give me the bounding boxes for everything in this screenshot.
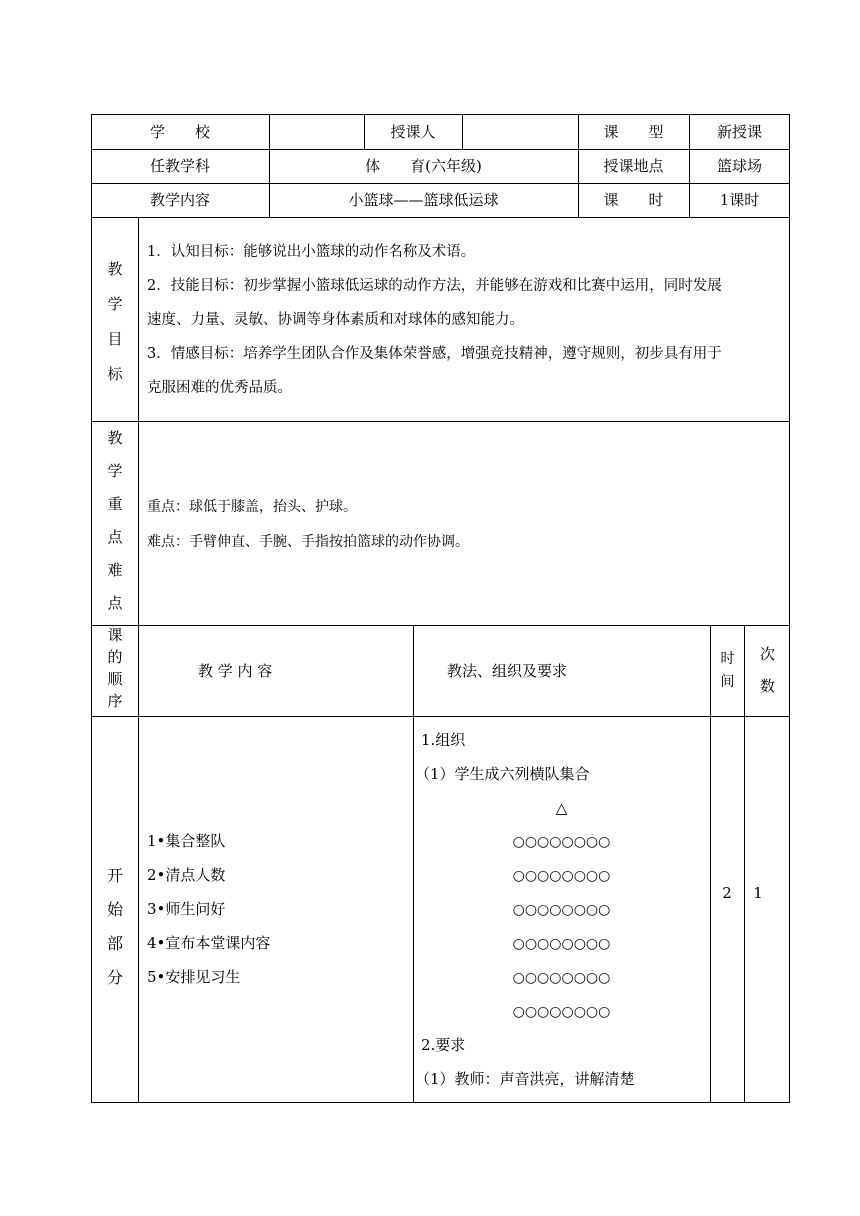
place-value: 篮球场 (716, 157, 762, 175)
row-divider (91, 183, 790, 184)
methods-header: 教法、组织及要求 (447, 662, 568, 680)
subject-label: 任教学科 (149, 157, 210, 175)
lesson-plan-table (91, 114, 790, 1103)
opening-section-label: 开 始 部 分 (106, 866, 123, 987)
teacher-position-mark: △ (555, 799, 568, 817)
col-divider (138, 217, 139, 625)
student-formation-row: ○○○○○○○○ (512, 970, 611, 986)
count-header: 次 数 (759, 645, 775, 695)
organization-title: 1.组织 (421, 731, 466, 749)
student-formation-row: ○○○○○○○○ (512, 1004, 611, 1020)
student-formation-row: ○○○○○○○○ (512, 902, 611, 918)
opening-item: 1•集合整队 (147, 832, 226, 850)
opening-item: 4•宣布本堂课内容 (147, 934, 271, 952)
opening-item: 2•清点人数 (147, 866, 226, 884)
student-formation-row: ○○○○○○○○ (512, 834, 611, 850)
objectives-label: 教 学 目 标 (107, 260, 123, 383)
time-header: 时 间 (720, 651, 735, 690)
row-divider (91, 217, 790, 218)
row-divider (91, 625, 790, 626)
row-divider (91, 716, 790, 717)
objective-cognitive: 1．认知目标：能够说出小篮球的动作名称及术语。 (147, 244, 476, 260)
objective-skill-cont: 速度、力量、灵敏、协调等身体素质和对球体的感知能力。 (147, 312, 524, 328)
lesson-type-label: 课 型 (603, 123, 664, 141)
content-label: 教学内容 (149, 191, 210, 209)
hours-label: 课 时 (603, 191, 664, 209)
student-formation-row: ○○○○○○○○ (512, 936, 611, 952)
content-value: 小篮球——篮球低运球 (348, 191, 499, 209)
opening-item: 5•安排见习生 (147, 968, 241, 986)
school-label: 学 校 (149, 123, 210, 141)
student-formation-row: ○○○○○○○○ (512, 868, 611, 884)
hours-value: 1课时 (719, 191, 760, 209)
opening-item: 3•师生问好 (147, 900, 226, 918)
col-divider (413, 625, 414, 1103)
lesson-type-value: 新授课 (716, 123, 762, 141)
row-divider (91, 421, 790, 422)
teacher-label: 授课人 (390, 123, 436, 141)
col-divider (138, 625, 139, 1103)
difficult-point: 难点：手臂伸直、手腕、手指按拍篮球的动作协调。 (147, 534, 469, 550)
opening-count: 1 (753, 884, 763, 902)
order-header: 课 的 顺 序 (107, 626, 123, 710)
content-header: 教 学 内 容 (198, 662, 273, 680)
objective-skill: 2．技能目标：初步掌握小篮球低运球的动作方法，并能够在游戏和比赛中运用，同时发展 (147, 278, 722, 294)
organization-item: （1）学生成六列横队集合 (415, 765, 590, 783)
place-label: 授课地点 (603, 157, 664, 175)
row-divider (91, 149, 790, 150)
subject-value: 体 育(六年级) (365, 157, 482, 175)
objective-emotional-cont: 克服困难的优秀品质。 (147, 380, 292, 396)
objective-emotional: 3．情感目标：培养学生团队合作及集体荣誉感，增强竞技精神，遵守规则，初步具有用于 (147, 346, 722, 362)
col-divider (462, 114, 463, 149)
key-points-label: 教 学 重 点 难 点 (107, 429, 123, 612)
key-point: 重点：球低于膝盖，抬头、护球。 (147, 499, 357, 515)
requirements-item: （1）教师：声音洪亮，讲解清楚 (415, 1070, 635, 1088)
opening-time: 2 (722, 884, 732, 902)
requirements-title: 2.要求 (421, 1036, 466, 1054)
